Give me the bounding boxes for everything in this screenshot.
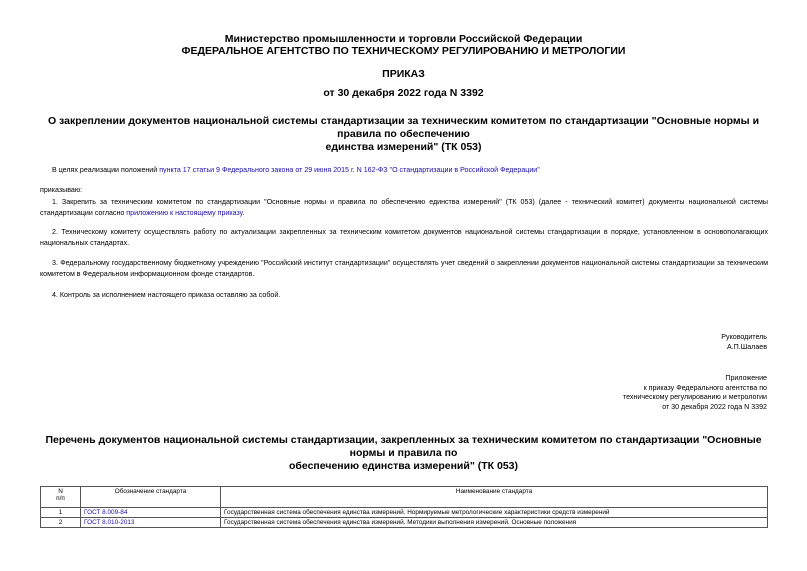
paragraph-4: 4. Контроль за исполнением настоящего приказа оставляю за собой. xyxy=(52,291,281,299)
column-header-name: Наименование стандарта xyxy=(221,487,768,508)
agency-name: ФЕДЕРАЛЬНОЕ АГЕНТСТВО ПО ТЕХНИЧЕСКОМУ РЕГУЛИРОВАНИЮ И МЕТРОЛОГИИ xyxy=(181,45,626,57)
appendix-label: Приложение xyxy=(725,374,767,382)
appendix-line-2: техническому регулированию и метрологии xyxy=(622,393,767,401)
paragraph-1-end: . xyxy=(242,209,245,217)
ministry-name: Министерство промышленности и торговли Российской Федерации xyxy=(224,33,583,45)
signature-name: А.П.Шалаев xyxy=(726,342,767,351)
appendix-line-1: к приказу Федерального агентства по xyxy=(643,383,767,392)
intro-text: В целях реализации положений xyxy=(52,166,160,174)
standard-code-link[interactable]: ГОСТ 8.010-2013 xyxy=(81,518,221,528)
row-number: 1 xyxy=(41,508,81,518)
order-word: приказываю: xyxy=(40,186,83,194)
document-title-line2: единства измерений" (ТК 053) xyxy=(325,141,482,153)
row-number: 2 xyxy=(41,518,81,528)
paragraph-1 xyxy=(40,197,768,219)
document-title-line1: О закреплении документов национальной системы стандартизации за техническим комитетом по стандартизации "Основные нормы и правила по обеспечению xyxy=(47,115,760,140)
paragraph-3: 3. Федеральному государственному бюджетному учреждению "Российский институт стандартизации" осуществлять учет сведений о закреплении документов национальной системы стандартизации за техническим комитетом в Федеральном информационном фонде стандартов. xyxy=(40,259,768,278)
appendix-title-line2: обеспечению единства измерений" (ТК 053) xyxy=(288,460,518,472)
document-date: от 30 декабря 2022 года N 3392 xyxy=(323,87,484,99)
standard-code-link[interactable]: ГОСТ 8.009-84 xyxy=(81,508,221,518)
signature-position: Руководитель xyxy=(721,333,767,341)
document-title xyxy=(40,115,767,154)
table-header-row xyxy=(41,487,768,508)
paragraph-1-text: 1. Закрепить за техническим комитетом по стандартизации "Основные нормы и правила по обеспечению единства измерений" (ТК 053) (далее - технический комитет) документы национальной системы стандартизации согласно xyxy=(40,198,768,217)
appendix-title xyxy=(40,434,767,473)
paragraph-2: 2. Техническому комитету осуществлять работу по актуализации закрепленных за техническим комитетом документов национальной системы стандартизации в порядке, установленном в основополагающих национальных стандартах. xyxy=(40,228,768,247)
document-type: ПРИКАЗ xyxy=(382,68,425,80)
table-row xyxy=(41,518,768,528)
column-header-code: Обозначение стандарта xyxy=(81,487,221,508)
standards-table xyxy=(40,486,768,528)
standard-name: Государственная система обеспечения единства измерений. Методики выполнения измерений. Основные положения xyxy=(221,518,768,528)
table-row xyxy=(41,508,768,518)
federal-law-link[interactable]: пункта 17 статьи 9 Федерального закона от 29 июня 2015 г. N 162-ФЗ "О стандартизации в Российской Федерации" xyxy=(159,166,540,174)
signature-block xyxy=(721,333,767,352)
appendix-line-3: от 30 декабря 2022 года N 3392 xyxy=(662,402,767,411)
appendix-header xyxy=(623,374,767,412)
appendix-title-line1: Перечень документов национальной системы стандартизации, закрепленных за техническим комитетом по стандартизации "Основные нормы и правила по xyxy=(45,434,762,459)
column-header-number-line2: п/п xyxy=(56,495,65,502)
standard-name: Государственная система обеспечения единства измерений. Нормируемые метрологические характеристики средств измерений xyxy=(221,508,768,518)
column-header-number xyxy=(41,487,81,508)
appendix-link[interactable]: приложению к настоящему приказу xyxy=(126,209,243,217)
column-header-number-line1: N xyxy=(58,488,63,495)
intro-paragraph xyxy=(52,165,768,176)
